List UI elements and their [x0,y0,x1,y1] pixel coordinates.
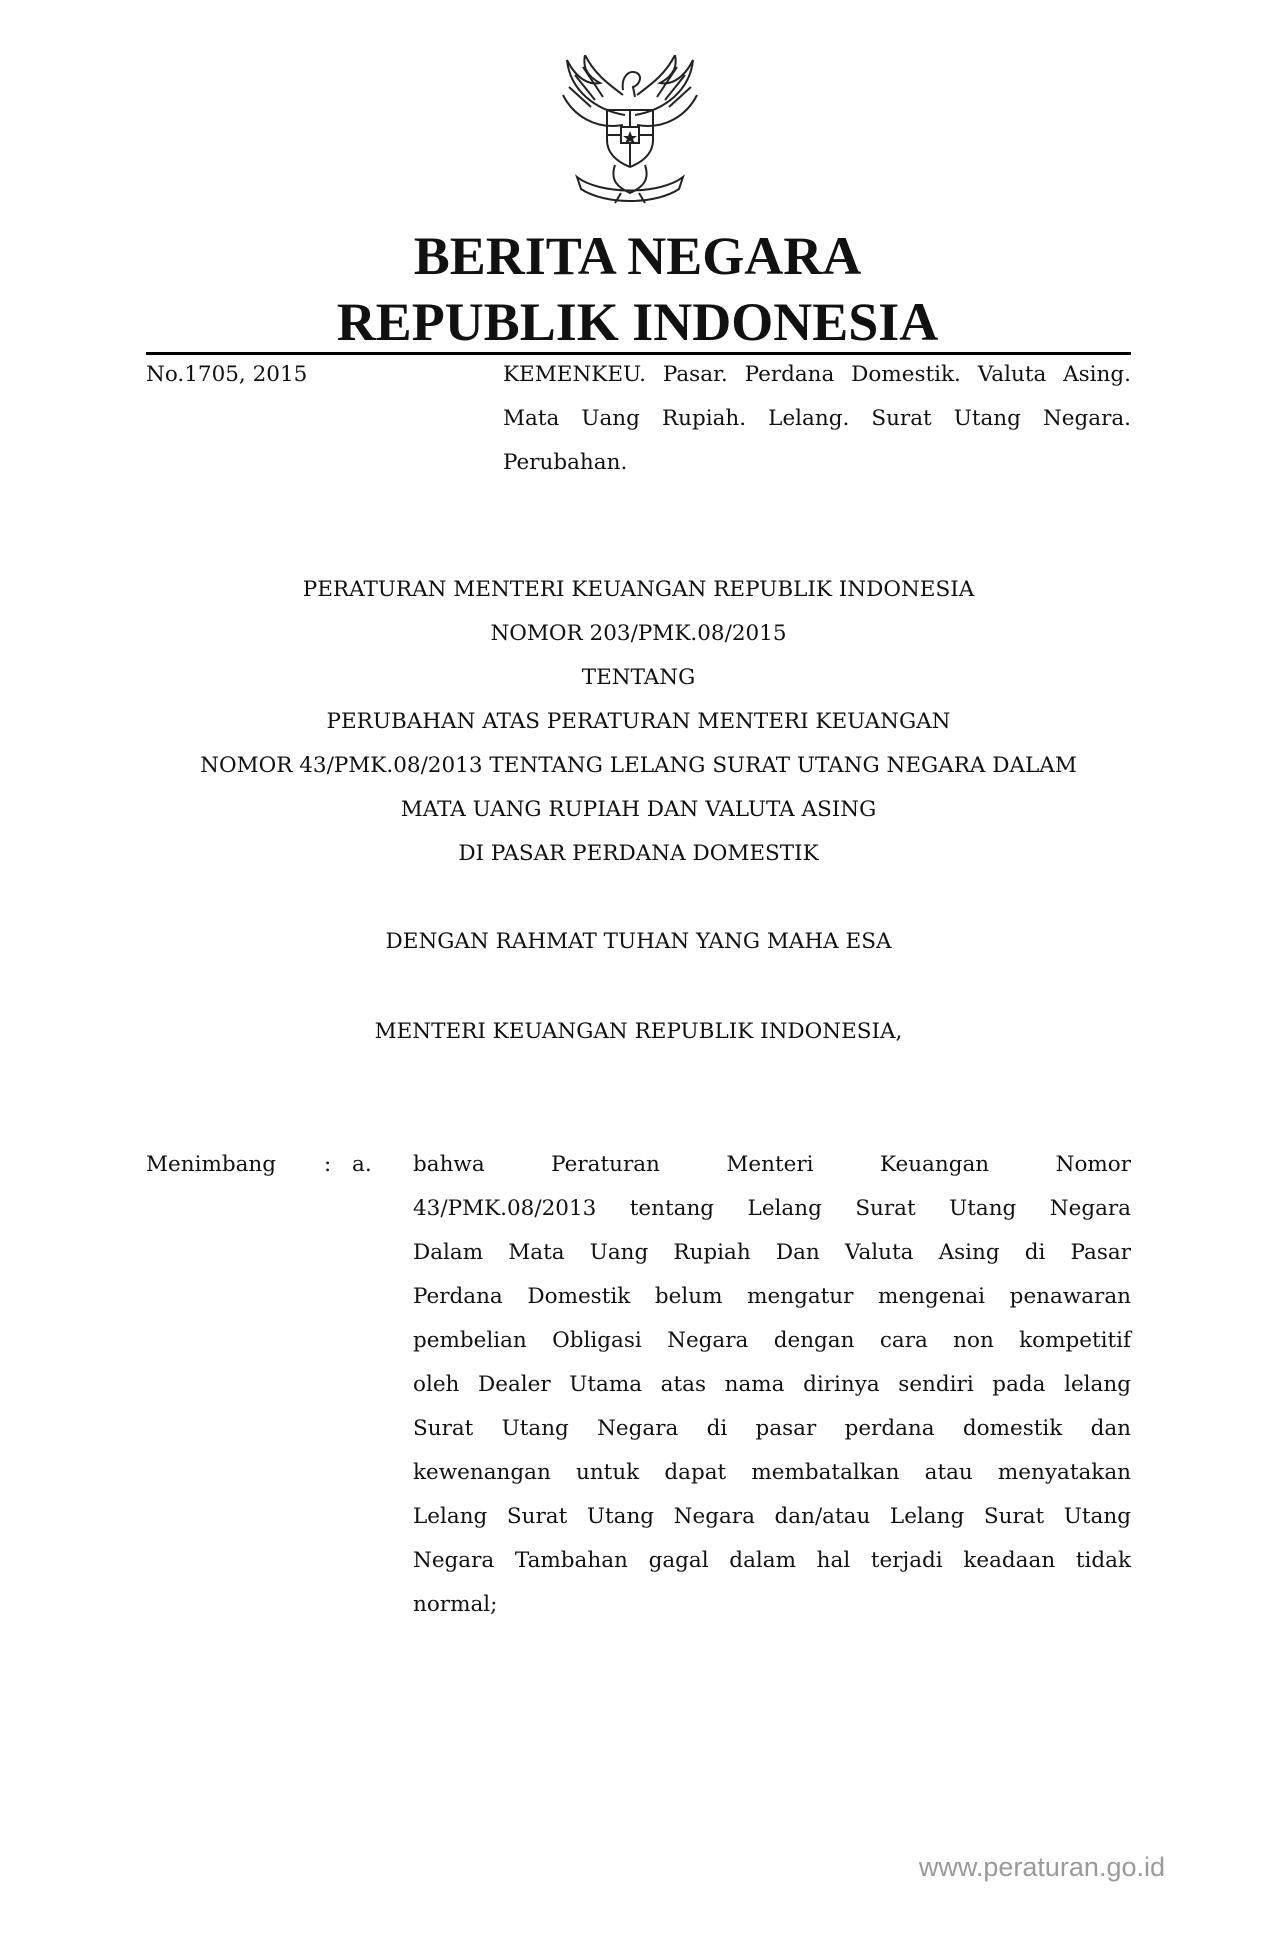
title-line: DI PASAR PERDANA DOMESTIK [458,841,819,866]
masthead-title: BERITA NEGARA [413,226,862,286]
garuda-emblem-icon [555,55,705,215]
minister-line: MENTERI KEUANGAN REPUBLIK INDONESIA, [374,1019,903,1044]
considering-point-a [413,1143,1131,1627]
point-line: Surat Utang Negara di pasar perdana domestik dan [413,1416,1131,1441]
considering-colon: : [324,1152,332,1177]
document-number: No.1705, 2015 [146,362,308,387]
blessing-line: DENGAN RAHMAT TUHAN YANG MAHA ESA [385,929,892,954]
point-line: Negara Tambahan gagal dalam hal terjadi keadaan tidak [413,1548,1131,1573]
title-line: NOMOR 43/PMK.08/2013 TENTANG LELANG SURAT UTANG NEGARA DALAM [200,753,1077,778]
point-letter: a. [352,1152,372,1177]
point-line: kewenangan untuk dapat membatalkan atau menyatakan [413,1460,1131,1485]
point-line: bahwa Peraturan Menteri Keuangan Nomor [413,1152,1131,1177]
title-line: PERUBAHAN ATAS PERATURAN MENTERI KEUANGAN [326,709,951,734]
footer-website: www.peraturan.go.id [918,1852,1165,1882]
point-line: 43/PMK.08/2013 tentang Lelang Surat Utang Negara [413,1196,1131,1221]
masthead-subtitle: REPUBLIK INDONESIA [336,292,939,352]
title-line: NOMOR 203/PMK.08/2015 [490,621,787,646]
title-line: PERATURAN MENTERI KEUANGAN REPUBLIK INDONESIA [302,577,975,602]
point-line: Perdana Domestik belum mengatur mengenai penawaran [413,1284,1131,1309]
point-line: Dalam Mata Uang Rupiah Dan Valuta Asing di Pasar [413,1240,1131,1265]
document-subject: KEMENKEU. Pasar. Perdana Domestik. Valuta Asing. Mata Uang Rupiah. Lelang. Surat Utang Negara. Perubahan. [503,362,1131,475]
title-line: TENTANG [581,665,696,690]
point-line: pembelian Obligasi Negara dengan cara non kompetitif [413,1328,1131,1353]
regulation-title [146,568,1131,876]
considering-label: Menimbang [146,1152,277,1177]
point-line: normal; [413,1592,498,1617]
title-line: MATA UANG RUPIAH DAN VALUTA ASING [400,797,877,822]
point-line: Lelang Surat Utang Negara dan/atau Lelang Surat Utang [413,1504,1131,1529]
point-line: oleh Dealer Utama atas nama dirinya sendiri pada lelang [413,1372,1131,1397]
